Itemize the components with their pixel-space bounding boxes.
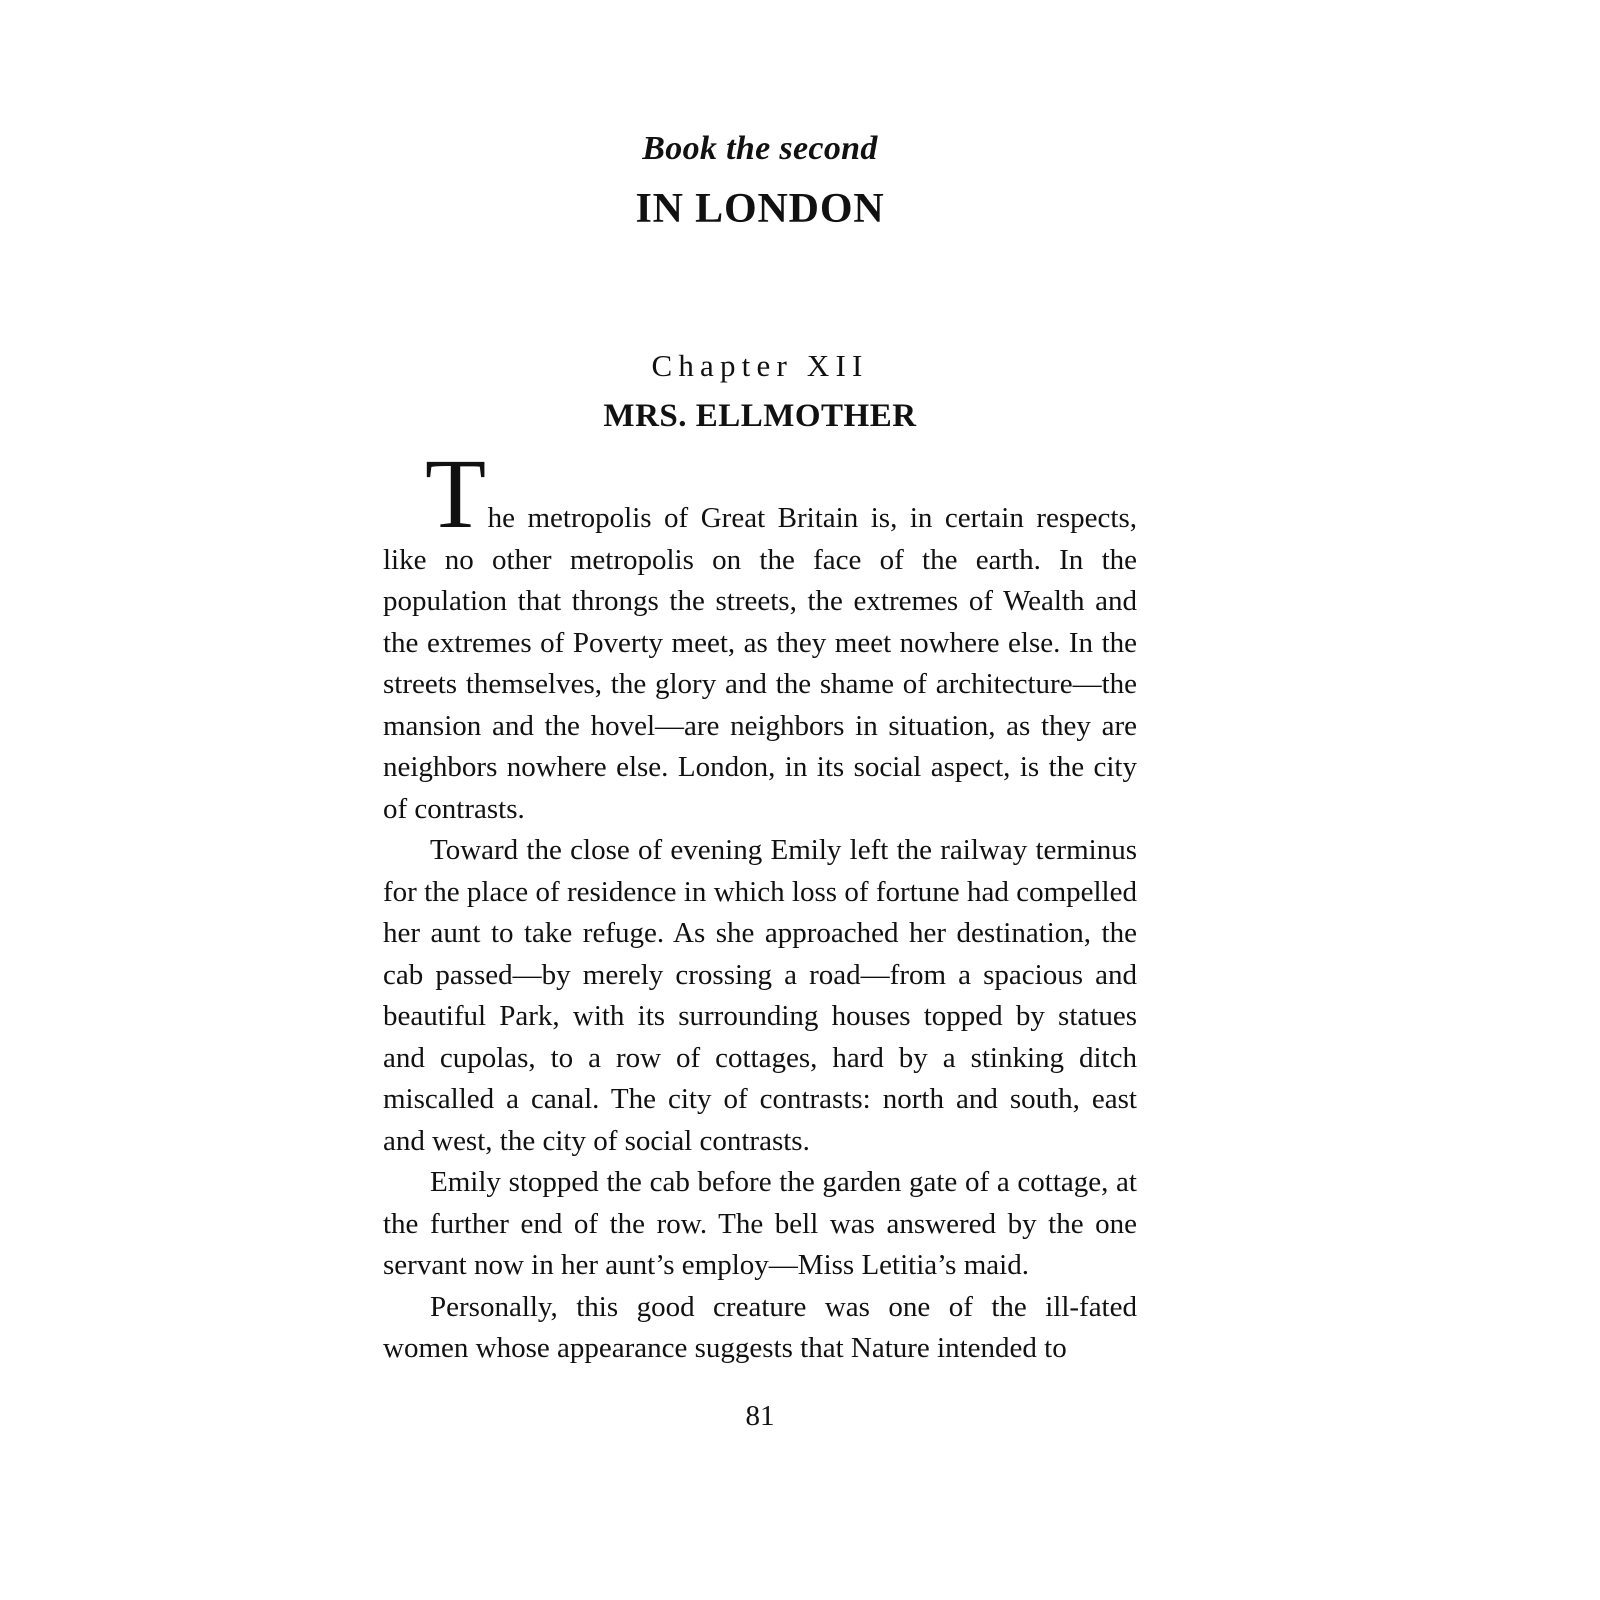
book-section-title: IN LONDON — [635, 186, 885, 232]
paragraph-text: he metropolis of Great Britain is, in certain respects, like no other metropolis on the face of the earth. In the population that throngs the streets, the extremes of Wealth and the extremes of Poverty meet, as they meet nowhere else. In the streets themselves, the glory and the shame of architecture—the mansion and the hovel—are neighbors in situation, as they are neighbors nowhere else. London, in its social aspect, is the city of contrasts. — [383, 502, 1137, 825]
book-section-heading: Book the second — [642, 130, 878, 167]
chapter-title: MRS. ELLMOTHER — [603, 398, 917, 434]
page-number: 81 — [745, 1399, 775, 1432]
chapter-heading: Chapter XII — [651, 348, 869, 383]
book-page — [383, 0, 1137, 1600]
paragraph: Personally, this good creature was one of the ill-fated women whose appearance suggests that Nature intended to — [383, 1290, 1137, 1364]
paragraph: Emily stopped the cab before the garden gate of a cottage, at the further end of the row. The bell was answered by the one servant now in her aunt’s employ—Miss Letitia’s maid. — [383, 1166, 1137, 1281]
paragraph — [383, 438, 1137, 830]
paragraph: Toward the close of evening Emily left the railway terminus for the place of residence in which loss of fortune had compelled her aunt to take refuge. As she approached her destination, the cab passed—by merely crossing a road—from a spacious and beautiful Park, with its surrounding houses topped by statues and cupolas, to a row of cottages, hard by a stinking ditch miscalled a canal. The city of contrasts: north and south, east and west, the city of social contrasts. — [383, 834, 1137, 1157]
dropcap-letter: T — [425, 438, 488, 549]
body-text — [383, 438, 1137, 1370]
